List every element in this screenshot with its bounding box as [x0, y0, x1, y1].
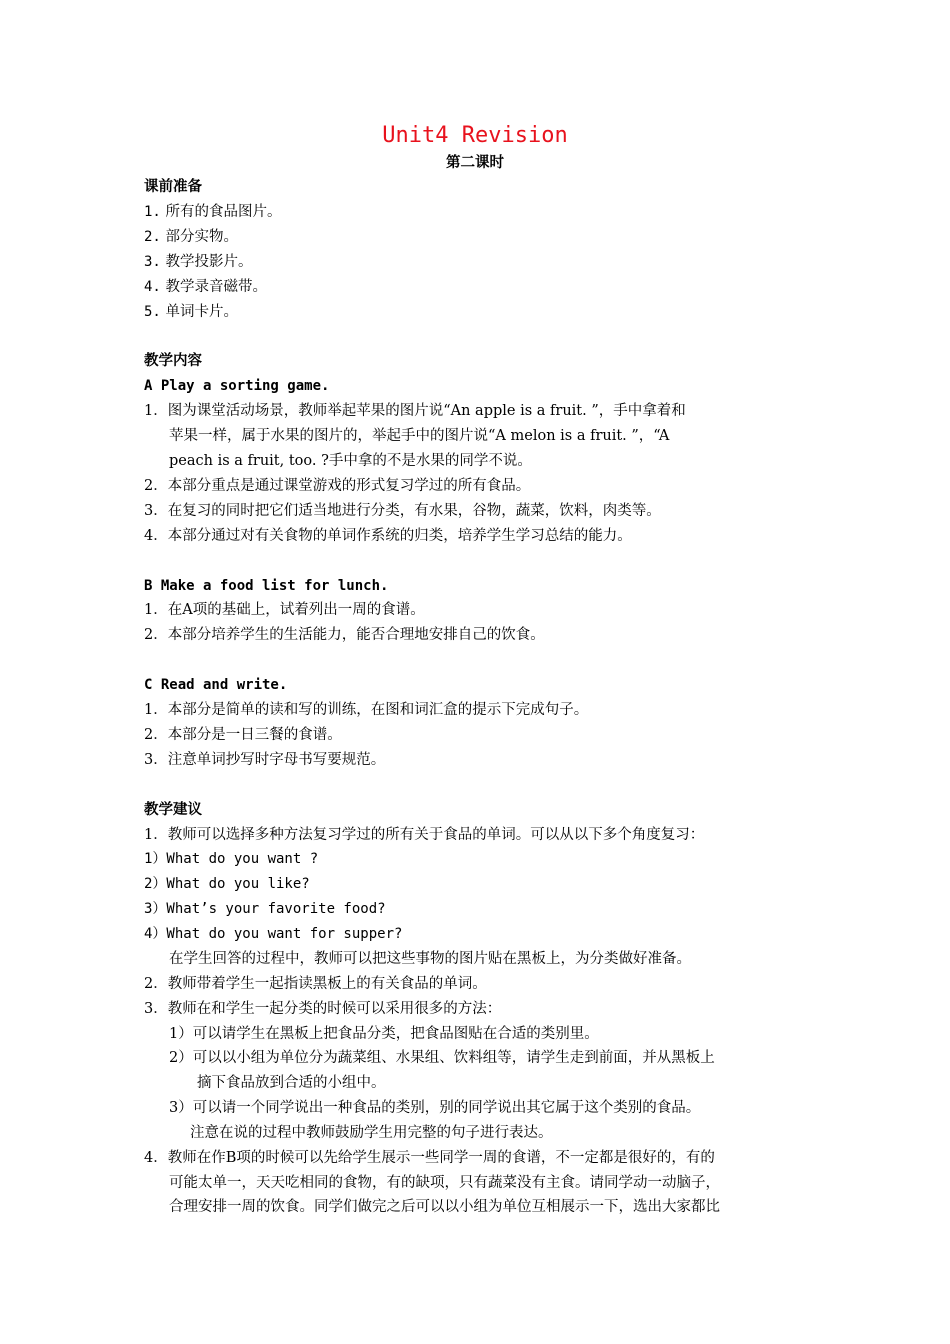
section-b-title: B Make a food list for lunch.: [144, 578, 389, 594]
prep-item: 1. 所有的食品图片。: [144, 204, 282, 220]
question-item: 3）What’s your favorite food?: [144, 901, 386, 917]
section-a-item: 苹果一样，属于水果的图片的，举起手中的图片说“A melon is a fruit. ”，“A: [169, 428, 670, 444]
section-a-item: 4．本部分通过对有关食物的单词作系统的归类，培养学生学习总结的能力。: [144, 528, 632, 544]
section-a-item: 2．本部分重点是通过课堂游戏的形式复习学过的所有食品。: [144, 478, 531, 494]
suggest-item: 合理安排一周的饮食。同学们做完之后可以以小组为单位互相展示一下，选出大家都比: [169, 1199, 720, 1215]
section-b-item: 2．本部分培养学生的生活能力，能否合理地安排自己的饮食。: [144, 627, 545, 643]
section-a-title: A Play a sorting game.: [144, 378, 330, 394]
suggest-heading: 教学建议: [144, 802, 202, 818]
suggest-item: 在学生回答的过程中，教师可以把这些事物的图片贴在黑板上，为分类做好准备。: [169, 951, 691, 967]
sub-item: 摘下食品放到合适的小组中。: [197, 1075, 386, 1091]
suggest-item: 可能太单一，天天吃相同的食物，有的缺项，只有蔬菜没有主食。请同学动一动脑子，: [169, 1175, 720, 1191]
suggest-item: 3．教师在和学生一起分类的时候可以采用很多的方法：: [144, 1001, 502, 1017]
sub-item: 2）可以以小组为单位分为蔬菜组、水果组、饮料组等，请学生走到前面，并从黑板上: [169, 1050, 715, 1066]
question-item: 1）What do you want ?: [144, 851, 319, 867]
section-a-item: peach is a fruit, too. ?手中拿的不是水果的同学不说。: [169, 453, 532, 469]
sub-item: 3）可以请一个同学说出一种食品的类别，别的同学说出其它属于这个类别的食品。: [169, 1100, 701, 1116]
prep-item: 2. 部分实物。: [144, 229, 238, 245]
section-c-item: 1．本部分是简单的读和写的训练，在图和词汇盒的提示下完成句子。: [144, 702, 589, 718]
question-item: 4）What do you want for supper?: [144, 926, 403, 942]
section-c-title: C Read and write.: [144, 677, 288, 693]
sub-item: 注意在说的过程中教师鼓励学生用完整的句子进行表达。: [190, 1125, 553, 1141]
section-c-item: 3．注意单词抄写时字母书写要规范。: [144, 752, 386, 768]
prep-item: 4. 教学录音磁带。: [144, 279, 267, 295]
lesson-subtitle: 第二课时: [446, 155, 504, 171]
suggest-item: 2．教师带着学生一起指读黑板上的有关食品的单词。: [144, 976, 487, 992]
document-title: Unit4 Revision: [382, 123, 568, 148]
prep-item: 3. 教学投影片。: [144, 254, 253, 270]
section-c-item: 2．本部分是一日三餐的食谱。: [144, 727, 342, 743]
section-a-item: 3．在复习的同时把它们适当地进行分类，有水果，谷物，蔬菜，饮料，肉类等。: [144, 503, 661, 519]
suggest-item: 1．教师可以选择多种方法复习学过的所有关于食品的单词。可以从以下多个角度复习：: [144, 827, 705, 843]
prep-heading: 课前准备: [144, 179, 202, 195]
sub-item: 1）可以请学生在黑板上把食品分类，把食品图贴在合适的类别里。: [169, 1026, 599, 1042]
content-heading: 教学内容: [144, 353, 202, 369]
section-b-item: 1．在A项的基础上，试着列出一周的食谱。: [144, 602, 425, 618]
question-item: 2）What do you like?: [144, 876, 310, 892]
prep-item: 5. 单词卡片。: [144, 304, 238, 320]
suggest-item: 4．教师在作B项的时候可以先给学生展示一些同学一周的食谱，不一定都是很好的，有的: [144, 1150, 715, 1166]
section-a-item: 1．图为课堂活动场景，教师举起苹果的图片说“An apple is a fruit. ”，手中拿着和: [144, 403, 686, 419]
